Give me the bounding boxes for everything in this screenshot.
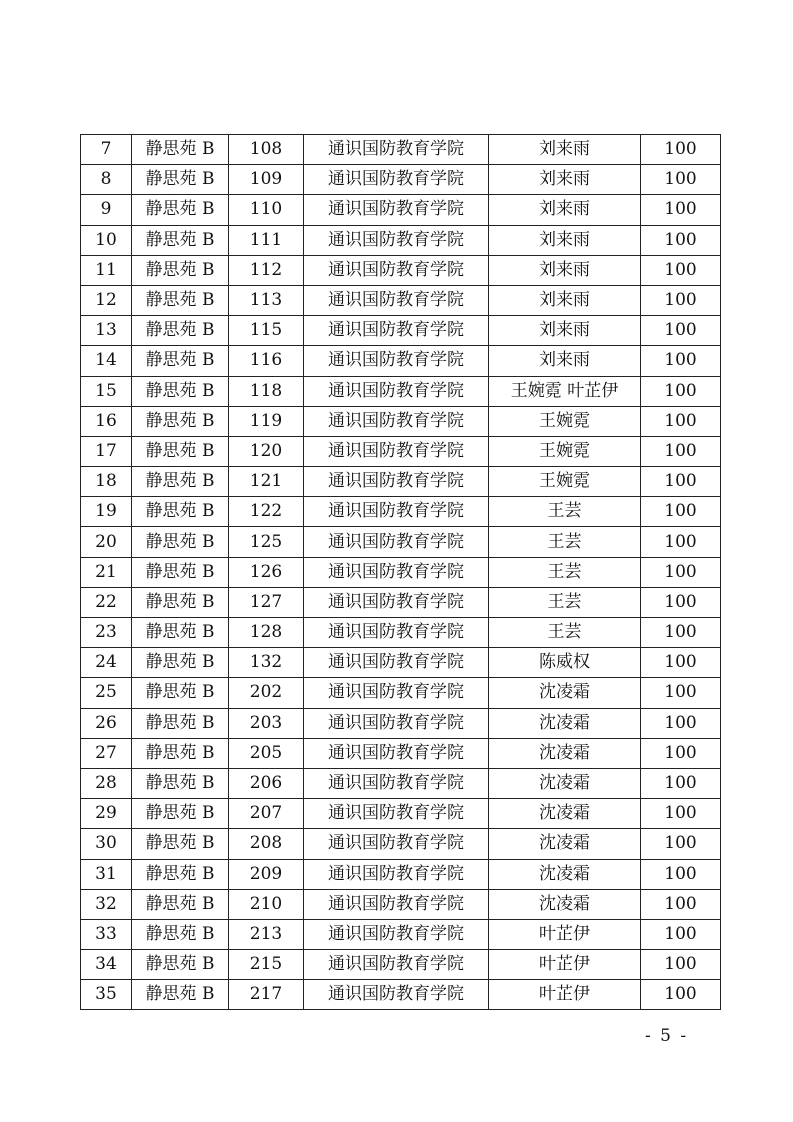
row-number-cell: 14 [81, 346, 132, 376]
table-row [81, 919, 721, 949]
room-number-cell: 210 [229, 889, 304, 919]
row-number-cell: 7 [81, 135, 132, 165]
score-cell: 100 [641, 889, 721, 919]
table-row [81, 255, 721, 285]
table-row [81, 768, 721, 798]
college-cell: 通识国防教育学院 [304, 346, 489, 376]
room-number-cell: 213 [229, 919, 304, 949]
score-cell: 100 [641, 799, 721, 829]
building-cell: 静思苑 B [132, 135, 229, 165]
college-cell: 通识国防教育学院 [304, 225, 489, 255]
resident-cell: 叶芷伊 [489, 980, 641, 1010]
college-cell: 通识国防教育学院 [304, 678, 489, 708]
score-cell: 100 [641, 919, 721, 949]
room-number-cell: 217 [229, 980, 304, 1010]
resident-cell: 王婉霓 [489, 406, 641, 436]
row-number-cell: 19 [81, 497, 132, 527]
resident-cell: 刘来雨 [489, 346, 641, 376]
score-cell: 100 [641, 467, 721, 497]
college-cell: 通识国防教育学院 [304, 557, 489, 587]
row-number-cell: 9 [81, 195, 132, 225]
resident-cell: 王婉霓 叶芷伊 [489, 376, 641, 406]
college-cell: 通识国防教育学院 [304, 436, 489, 466]
score-cell: 100 [641, 648, 721, 678]
college-cell: 通识国防教育学院 [304, 738, 489, 768]
score-cell: 100 [641, 738, 721, 768]
row-number-cell: 18 [81, 467, 132, 497]
college-cell: 通识国防教育学院 [304, 859, 489, 889]
score-cell: 100 [641, 135, 721, 165]
table-row [81, 678, 721, 708]
table-row [81, 829, 721, 859]
resident-cell: 沈凌霜 [489, 829, 641, 859]
score-cell: 100 [641, 316, 721, 346]
resident-cell: 王芸 [489, 587, 641, 617]
score-cell: 100 [641, 497, 721, 527]
row-number-cell: 27 [81, 738, 132, 768]
table-row [81, 165, 721, 195]
table-row [81, 557, 721, 587]
table-row [81, 708, 721, 738]
room-number-cell: 111 [229, 225, 304, 255]
room-number-cell: 208 [229, 829, 304, 859]
table-row [81, 467, 721, 497]
college-cell: 通识国防教育学院 [304, 618, 489, 648]
college-cell: 通识国防教育学院 [304, 648, 489, 678]
table-row [81, 950, 721, 980]
resident-cell: 叶芷伊 [489, 950, 641, 980]
room-number-cell: 125 [229, 527, 304, 557]
college-cell: 通识国防教育学院 [304, 467, 489, 497]
college-cell: 通识国防教育学院 [304, 285, 489, 315]
row-number-cell: 16 [81, 406, 132, 436]
room-number-cell: 108 [229, 135, 304, 165]
score-cell: 100 [641, 436, 721, 466]
resident-cell: 沈凌霜 [489, 889, 641, 919]
building-cell: 静思苑 B [132, 165, 229, 195]
resident-cell: 刘来雨 [489, 285, 641, 315]
resident-cell: 刘来雨 [489, 135, 641, 165]
building-cell: 静思苑 B [132, 316, 229, 346]
room-number-cell: 127 [229, 587, 304, 617]
building-cell: 静思苑 B [132, 255, 229, 285]
room-number-cell: 118 [229, 376, 304, 406]
building-cell: 静思苑 B [132, 648, 229, 678]
table-row [81, 618, 721, 648]
building-cell: 静思苑 B [132, 436, 229, 466]
resident-cell: 陈威权 [489, 648, 641, 678]
college-cell: 通识国防教育学院 [304, 527, 489, 557]
row-number-cell: 32 [81, 889, 132, 919]
room-number-cell: 132 [229, 648, 304, 678]
table-row [81, 587, 721, 617]
row-number-cell: 11 [81, 255, 132, 285]
building-cell: 静思苑 B [132, 225, 229, 255]
table-row [81, 406, 721, 436]
college-cell: 通识国防教育学院 [304, 889, 489, 919]
row-number-cell: 35 [81, 980, 132, 1010]
room-number-cell: 126 [229, 557, 304, 587]
table-row [81, 648, 721, 678]
row-number-cell: 13 [81, 316, 132, 346]
row-number-cell: 31 [81, 859, 132, 889]
score-cell: 100 [641, 708, 721, 738]
row-number-cell: 23 [81, 618, 132, 648]
resident-cell: 王芸 [489, 527, 641, 557]
building-cell: 静思苑 B [132, 678, 229, 708]
resident-cell: 刘来雨 [489, 225, 641, 255]
row-number-cell: 25 [81, 678, 132, 708]
resident-cell: 沈凌霜 [489, 799, 641, 829]
score-cell: 100 [641, 346, 721, 376]
room-number-cell: 203 [229, 708, 304, 738]
row-number-cell: 22 [81, 587, 132, 617]
resident-cell: 王芸 [489, 497, 641, 527]
score-cell: 100 [641, 859, 721, 889]
room-number-cell: 121 [229, 467, 304, 497]
building-cell: 静思苑 B [132, 467, 229, 497]
row-number-cell: 24 [81, 648, 132, 678]
building-cell: 静思苑 B [132, 406, 229, 436]
building-cell: 静思苑 B [132, 768, 229, 798]
table-body [81, 135, 721, 1010]
resident-cell: 叶芷伊 [489, 919, 641, 949]
row-number-cell: 26 [81, 708, 132, 738]
table-row [81, 346, 721, 376]
table-row [81, 889, 721, 919]
row-number-cell: 8 [81, 165, 132, 195]
resident-cell: 刘来雨 [489, 165, 641, 195]
building-cell: 静思苑 B [132, 829, 229, 859]
score-cell: 100 [641, 768, 721, 798]
college-cell: 通识国防教育学院 [304, 316, 489, 346]
room-number-cell: 110 [229, 195, 304, 225]
row-number-cell: 33 [81, 919, 132, 949]
room-number-cell: 128 [229, 618, 304, 648]
resident-cell: 王芸 [489, 557, 641, 587]
room-number-cell: 120 [229, 436, 304, 466]
building-cell: 静思苑 B [132, 497, 229, 527]
row-number-cell: 15 [81, 376, 132, 406]
building-cell: 静思苑 B [132, 950, 229, 980]
building-cell: 静思苑 B [132, 285, 229, 315]
college-cell: 通识国防教育学院 [304, 406, 489, 436]
table-row [81, 436, 721, 466]
score-cell: 100 [641, 618, 721, 648]
row-number-cell: 10 [81, 225, 132, 255]
resident-cell: 刘来雨 [489, 255, 641, 285]
building-cell: 静思苑 B [132, 557, 229, 587]
college-cell: 通识国防教育学院 [304, 919, 489, 949]
resident-cell: 王婉霓 [489, 436, 641, 466]
table-row [81, 799, 721, 829]
row-number-cell: 12 [81, 285, 132, 315]
room-number-cell: 109 [229, 165, 304, 195]
room-number-cell: 113 [229, 285, 304, 315]
building-cell: 静思苑 B [132, 346, 229, 376]
score-cell: 100 [641, 980, 721, 1010]
college-cell: 通识国防教育学院 [304, 980, 489, 1010]
college-cell: 通识国防教育学院 [304, 768, 489, 798]
room-number-cell: 112 [229, 255, 304, 285]
resident-cell: 沈凌霜 [489, 768, 641, 798]
building-cell: 静思苑 B [132, 980, 229, 1010]
resident-cell: 王芸 [489, 618, 641, 648]
score-cell: 100 [641, 678, 721, 708]
table-row [81, 225, 721, 255]
score-cell: 100 [641, 527, 721, 557]
room-number-cell: 209 [229, 859, 304, 889]
building-cell: 静思苑 B [132, 195, 229, 225]
college-cell: 通识国防教育学院 [304, 799, 489, 829]
page-number: - 5 - [645, 1026, 689, 1046]
score-cell: 100 [641, 285, 721, 315]
college-cell: 通识国防教育学院 [304, 135, 489, 165]
score-cell: 100 [641, 165, 721, 195]
resident-cell: 刘来雨 [489, 195, 641, 225]
building-cell: 静思苑 B [132, 889, 229, 919]
score-cell: 100 [641, 587, 721, 617]
score-cell: 100 [641, 950, 721, 980]
building-cell: 静思苑 B [132, 527, 229, 557]
building-cell: 静思苑 B [132, 799, 229, 829]
table-row [81, 738, 721, 768]
table-row [81, 527, 721, 557]
table-row [81, 859, 721, 889]
building-cell: 静思苑 B [132, 919, 229, 949]
score-cell: 100 [641, 376, 721, 406]
table-row [81, 135, 721, 165]
room-number-cell: 206 [229, 768, 304, 798]
college-cell: 通识国防教育学院 [304, 376, 489, 406]
table-row [81, 316, 721, 346]
table-row [81, 497, 721, 527]
building-cell: 静思苑 B [132, 376, 229, 406]
score-cell: 100 [641, 225, 721, 255]
row-number-cell: 29 [81, 799, 132, 829]
room-number-cell: 122 [229, 497, 304, 527]
building-cell: 静思苑 B [132, 618, 229, 648]
resident-cell: 沈凌霜 [489, 859, 641, 889]
building-cell: 静思苑 B [132, 587, 229, 617]
college-cell: 通识国防教育学院 [304, 587, 489, 617]
table-row [81, 285, 721, 315]
college-cell: 通识国防教育学院 [304, 708, 489, 738]
resident-cell: 王婉霓 [489, 467, 641, 497]
resident-cell: 沈凌霜 [489, 708, 641, 738]
college-cell: 通识国防教育学院 [304, 950, 489, 980]
college-cell: 通识国防教育学院 [304, 165, 489, 195]
room-number-cell: 116 [229, 346, 304, 376]
table-row [81, 376, 721, 406]
row-number-cell: 21 [81, 557, 132, 587]
resident-cell: 沈凌霜 [489, 678, 641, 708]
score-cell: 100 [641, 406, 721, 436]
room-number-cell: 215 [229, 950, 304, 980]
table-row [81, 980, 721, 1010]
score-cell: 100 [641, 829, 721, 859]
room-number-cell: 207 [229, 799, 304, 829]
resident-cell: 刘来雨 [489, 316, 641, 346]
room-number-cell: 205 [229, 738, 304, 768]
score-cell: 100 [641, 557, 721, 587]
building-cell: 静思苑 B [132, 859, 229, 889]
college-cell: 通识国防教育学院 [304, 255, 489, 285]
room-number-cell: 115 [229, 316, 304, 346]
room-number-cell: 119 [229, 406, 304, 436]
row-number-cell: 34 [81, 950, 132, 980]
row-number-cell: 17 [81, 436, 132, 466]
college-cell: 通识国防教育学院 [304, 195, 489, 225]
resident-cell: 沈凌霜 [489, 738, 641, 768]
building-cell: 静思苑 B [132, 708, 229, 738]
row-number-cell: 20 [81, 527, 132, 557]
building-cell: 静思苑 B [132, 738, 229, 768]
row-number-cell: 30 [81, 829, 132, 859]
score-cell: 100 [641, 255, 721, 285]
table-row [81, 195, 721, 225]
row-number-cell: 28 [81, 768, 132, 798]
college-cell: 通识国防教育学院 [304, 829, 489, 859]
room-number-cell: 202 [229, 678, 304, 708]
college-cell: 通识国防教育学院 [304, 497, 489, 527]
dormitory-score-table [80, 134, 721, 1010]
score-cell: 100 [641, 195, 721, 225]
